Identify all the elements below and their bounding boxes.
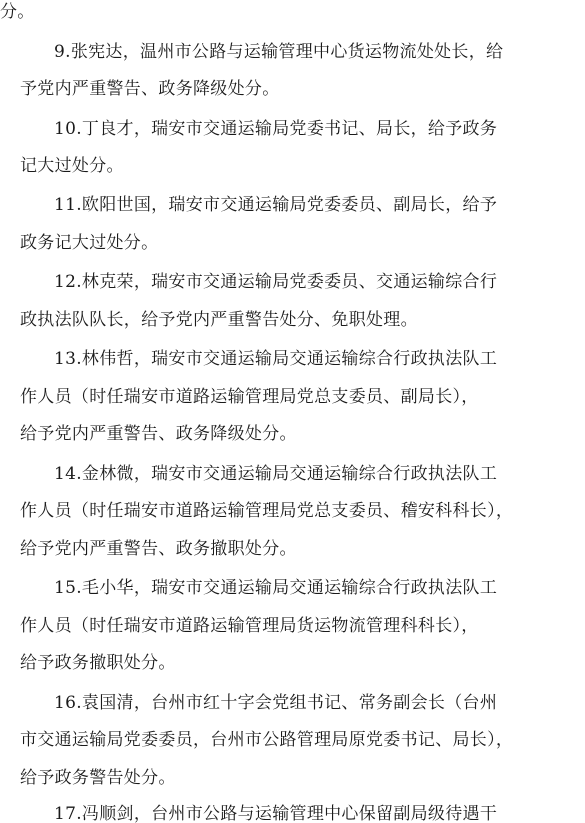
text-line-12: 给予党内严重警告、政务降级处分。	[20, 424, 297, 444]
text-line-14: 作人员（时任瑞安市道路运输管理局党总支委员、稽安科科长），	[20, 501, 514, 521]
text-line-13: 14.金林微，瑞安市交通运输局交通运输综合行政执法队工	[54, 464, 498, 484]
text-line-7: 政务记大过处分。	[20, 233, 159, 253]
text-line-1: 分。	[0, 2, 35, 22]
text-line-17: 作人员（时任瑞安市道路运输管理局货运物流管理科科长），	[20, 616, 479, 636]
text-line-11: 作人员（时任瑞安市道路运输管理局党总支委员、副局长），	[20, 387, 479, 407]
text-line-9: 政执法队队长，给予党内严重警告处分、免职处理。	[20, 310, 418, 330]
text-line-19: 16.袁国清，台州市红十字会党组书记、常务副会长（台州	[54, 693, 498, 713]
text-line-6: 11.欧阳世国，瑞安市交通运输局党委委员、副局长，给予	[54, 195, 498, 215]
text-line-8: 12.林克荣，瑞安市交通运输局党委委员、交通运输综合行	[54, 272, 498, 292]
text-line-20: 市交通运输局党委委员，台州市公路管理局原党委书记、局长），	[20, 730, 514, 750]
text-line-4: 10.丁良才，瑞安市交通运输局党委书记、局长，给予政务	[54, 119, 498, 139]
text-line-2: 9.张宪达，温州市公路与运输管理中心货运物流处处长，给	[54, 42, 504, 62]
text-line-3: 予党内严重警告、政务降级处分。	[20, 79, 280, 99]
text-line-18: 给予政务撤职处分。	[20, 653, 176, 673]
text-line-10: 13.林伟哲，瑞安市交通运输局交通运输综合行政执法队工	[54, 349, 498, 369]
text-line-22: 17.冯顺剑，台州市公路与运输管理中心保留副局级待遇干	[54, 804, 498, 823]
text-line-16: 15.毛小华，瑞安市交通运输局交通运输综合行政执法队工	[54, 578, 498, 598]
text-line-15: 给予党内严重警告、政务撤职处分。	[20, 539, 297, 559]
text-line-21: 给予政务警告处分。	[20, 768, 176, 788]
text-line-5: 记大过处分。	[20, 156, 124, 176]
